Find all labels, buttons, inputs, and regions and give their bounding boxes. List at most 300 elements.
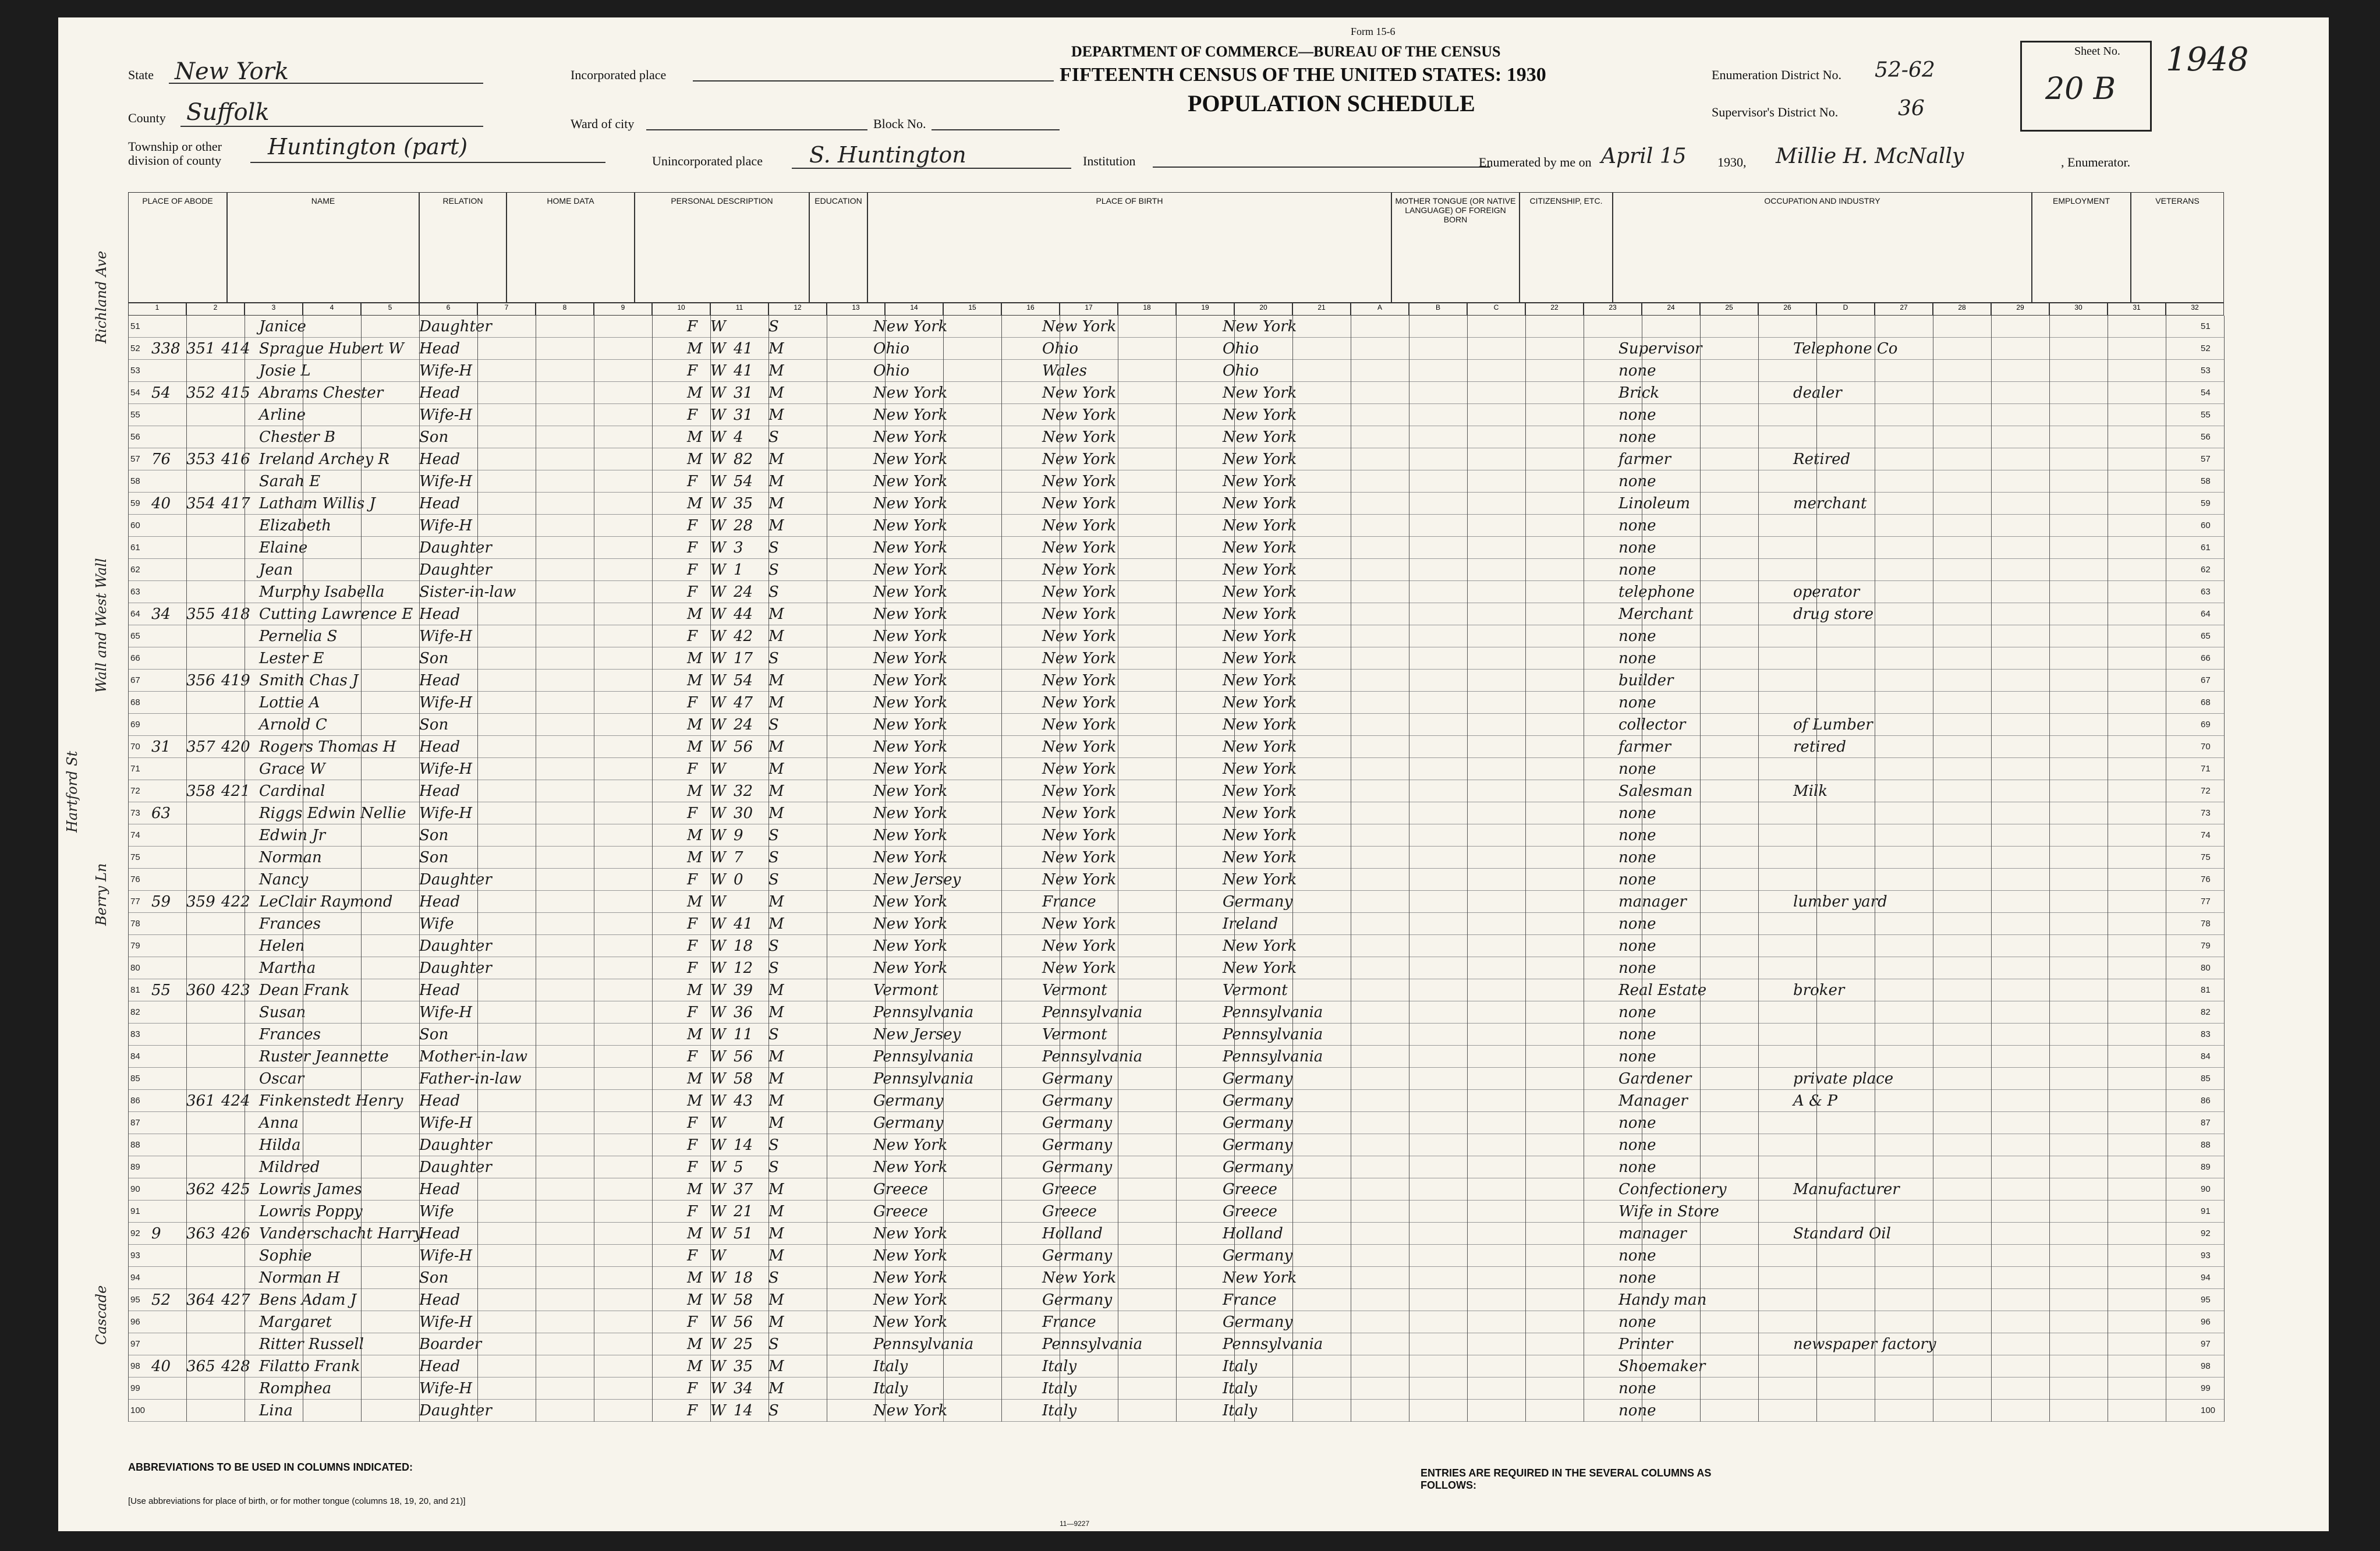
cell-ind: merchant — [1793, 495, 1867, 512]
row-number: 80 — [130, 963, 140, 973]
entries-title: ENTRIES ARE REQUIRED IN THE SEVERAL COLUMNS AS FOLLOWS: — [1421, 1467, 1712, 1491]
cell-fam — [221, 1114, 256, 1132]
row-number: 70 — [130, 742, 140, 752]
cell-dwell: 364 — [186, 1291, 215, 1309]
cell-sex: F — [687, 1114, 698, 1132]
row-number-right: 60 — [2201, 520, 2211, 530]
cell-mar: M — [768, 495, 784, 512]
cell-race: W — [710, 561, 726, 579]
column-divider — [1525, 316, 1526, 1422]
cell-father: New York — [1042, 915, 1117, 933]
cell-mother: Pennsylvania — [1223, 1048, 1323, 1065]
cell-race: W — [710, 827, 726, 844]
cell-father: New York — [1042, 451, 1117, 468]
cell-rel: Daughter — [419, 871, 492, 888]
cell-dwell — [186, 628, 221, 645]
cell-fam — [221, 1203, 256, 1220]
cell-birth: New York — [873, 1136, 948, 1154]
cell-occ: none — [1618, 1114, 1656, 1132]
cell-father: Germany — [1042, 1291, 1113, 1309]
cell-fam — [221, 716, 256, 734]
cell-name: Jean — [259, 561, 293, 579]
cell-age: 17 — [734, 650, 753, 667]
cell-house — [151, 1313, 186, 1331]
row-number: 61 — [130, 543, 140, 553]
row-number: 74 — [130, 830, 140, 840]
cell-fam: 427 — [221, 1291, 250, 1309]
cell-sex: F — [687, 561, 698, 579]
cell-name: Nancy — [259, 871, 309, 888]
cell-sex: M — [687, 1291, 703, 1309]
cell-age: 7 — [734, 849, 743, 866]
cell-father: Wales — [1042, 362, 1088, 380]
column-number: 8 — [536, 303, 594, 316]
cell-dwell — [186, 871, 221, 888]
cell-rel: Daughter — [419, 937, 492, 955]
cell-mother: Germany — [1223, 1092, 1293, 1110]
cell-race: W — [710, 694, 726, 711]
cell-rel: Father-in-law — [419, 1070, 522, 1088]
column-divider — [1001, 316, 1002, 1422]
row-number-right: 97 — [2201, 1339, 2211, 1349]
cell-occ: collector — [1618, 716, 1686, 734]
cell-fam: 421 — [221, 782, 250, 800]
cell-mar: M — [768, 893, 784, 911]
cell-name: Elaine — [259, 539, 308, 557]
row-number: 86 — [130, 1096, 140, 1106]
cell-house: 52 — [151, 1291, 171, 1309]
cell-race: W — [710, 650, 726, 667]
cell-dwell — [186, 1136, 221, 1154]
cell-dwell — [186, 650, 221, 667]
cell-fam: 415 — [221, 384, 250, 402]
cell-birth: Ohio — [873, 362, 910, 380]
row-number-right: 95 — [2201, 1295, 2211, 1305]
column-divider — [1758, 316, 1759, 1422]
cell-birth: Germany — [873, 1092, 944, 1110]
cell-house — [151, 583, 186, 601]
cell-race: W — [710, 1070, 726, 1088]
cell-rel: Head — [419, 1225, 461, 1242]
cell-age — [734, 760, 763, 778]
cell-race: W — [710, 495, 726, 512]
cell-dwell: 363 — [186, 1225, 215, 1242]
incorporated-line — [693, 80, 1054, 82]
row-number: 56 — [130, 432, 140, 442]
column-number: 25 — [1700, 303, 1758, 316]
state-value: New York — [175, 58, 289, 85]
cell-name: Arnold C — [259, 716, 327, 734]
cell-occ: Linoleum — [1618, 495, 1691, 512]
column-number: 29 — [1991, 303, 2049, 316]
cell-mar: M — [768, 384, 784, 402]
cell-sex: F — [687, 1159, 698, 1176]
cell-father: New York — [1042, 782, 1117, 800]
cell-house — [151, 849, 186, 866]
cell-race: W — [710, 605, 726, 623]
cell-name: LeClair Raymond — [259, 893, 393, 911]
cell-age: 47 — [734, 694, 753, 711]
cell-occ: Manager — [1618, 1092, 1688, 1110]
cell-occ: none — [1618, 1313, 1656, 1331]
sheet-value: 20 B — [2045, 72, 2116, 107]
cell-dwell — [186, 760, 221, 778]
row-number: 75 — [130, 852, 140, 862]
cell-fam — [221, 1269, 256, 1287]
cell-house — [151, 694, 186, 711]
cell-rel: Daughter — [419, 561, 492, 579]
row-number-right: 55 — [2201, 410, 2211, 420]
column-number: 4 — [303, 303, 361, 316]
cell-birth: Germany — [873, 1114, 944, 1132]
cell-sex: F — [687, 583, 698, 601]
cell-mother: New York — [1223, 384, 1297, 402]
cell-race: W — [710, 915, 726, 933]
cell-birth: Pennsylvania — [873, 1004, 974, 1021]
cell-race: W — [710, 318, 726, 335]
cell-rel: Head — [419, 495, 461, 512]
row-number-right: 64 — [2201, 609, 2211, 619]
cell-house — [151, 672, 186, 689]
margin-note-4: Berry Ln — [93, 863, 109, 926]
cell-fam — [221, 915, 256, 933]
cell-ind: of Lumber — [1793, 716, 1873, 734]
column-number: 26 — [1758, 303, 1816, 316]
cell-birth: New York — [873, 561, 948, 579]
cell-ind: drug store — [1793, 605, 1873, 623]
cell-occ: none — [1618, 650, 1656, 667]
cell-dwell: 356 — [186, 672, 215, 689]
cell-birth: New York — [873, 406, 948, 424]
cell-mother: New York — [1223, 318, 1297, 335]
cell-age: 41 — [734, 362, 753, 380]
row-number-right: 74 — [2201, 830, 2211, 840]
cell-mother: New York — [1223, 716, 1297, 734]
cell-rel: Head — [419, 605, 461, 623]
row-number-right: 62 — [2201, 565, 2211, 575]
row-number-right: 80 — [2201, 963, 2211, 973]
row-number: 77 — [130, 897, 140, 906]
cell-father: New York — [1042, 716, 1117, 734]
cell-mar: M — [768, 517, 784, 534]
cell-race: W — [710, 429, 726, 446]
cell-rel: Head — [419, 672, 461, 689]
cell-rel: Head — [419, 384, 461, 402]
cell-occ: builder — [1618, 672, 1674, 689]
enumerated-label: Enumerated by me on — [1479, 155, 1592, 169]
cell-father: New York — [1042, 495, 1117, 512]
cell-sex: M — [687, 1225, 703, 1242]
cell-birth: New York — [873, 318, 948, 335]
cell-age — [734, 318, 763, 335]
cell-rel: Mother-in-law — [419, 1048, 527, 1065]
cell-occ: Real Estate — [1618, 982, 1707, 999]
row-number: 88 — [130, 1140, 140, 1150]
cell-occ: Handy man — [1618, 1291, 1707, 1309]
column-divider — [1292, 316, 1293, 1422]
cell-age: 14 — [734, 1136, 753, 1154]
cell-fam — [221, 805, 256, 822]
column-divider — [419, 316, 420, 1422]
cell-sex: M — [687, 782, 703, 800]
cell-rel: Sister-in-law — [419, 583, 516, 601]
cell-mother: Germany — [1223, 1313, 1293, 1331]
cell-sex: M — [687, 1336, 703, 1353]
cell-fam: 417 — [221, 495, 250, 512]
cell-birth: Italy — [873, 1358, 908, 1375]
row-number-right: 89 — [2201, 1162, 2211, 1172]
cell-father: Germany — [1042, 1070, 1113, 1088]
cell-house — [151, 937, 186, 955]
row-number: 59 — [130, 498, 140, 508]
cell-sex: F — [687, 473, 698, 490]
row-number: 96 — [130, 1317, 140, 1327]
cell-rel: Head — [419, 982, 461, 999]
cell-house — [151, 650, 186, 667]
column-divider — [768, 316, 769, 1422]
cell-rel: Daughter — [419, 1402, 492, 1419]
row-number-right: 87 — [2201, 1118, 2211, 1128]
cell-house: 55 — [151, 982, 171, 999]
row-number: 87 — [130, 1118, 140, 1128]
cell-dwell: 353 — [186, 451, 215, 468]
cell-father: New York — [1042, 871, 1117, 888]
cell-occ: manager — [1618, 893, 1687, 911]
row-number: 95 — [130, 1295, 140, 1305]
cell-mar: S — [768, 849, 779, 866]
cell-ind: retired — [1793, 738, 1847, 756]
cell-birth: New York — [873, 937, 948, 955]
cell-dwell — [186, 1048, 221, 1065]
township-value: Huntington (part) — [268, 134, 468, 160]
cell-fam: 424 — [221, 1092, 250, 1110]
cell-rel: Daughter — [419, 318, 492, 335]
cell-birth: New York — [873, 782, 948, 800]
column-number: 3 — [245, 303, 303, 316]
cell-mar: M — [768, 1247, 784, 1265]
cell-age: 24 — [734, 583, 753, 601]
column-number: 1 — [128, 303, 186, 316]
cell-rel: Wife-H — [419, 362, 473, 380]
unincorporated-value: S. Huntington — [809, 142, 966, 168]
cell-birth: Pennsylvania — [873, 1048, 974, 1065]
cell-dwell — [186, 1114, 221, 1132]
cell-race: W — [710, 937, 726, 955]
row-number: 79 — [130, 941, 140, 951]
cell-name: Edwin Jr — [259, 827, 326, 844]
cell-occ — [1618, 318, 1787, 335]
cell-name: Norman H — [259, 1269, 340, 1287]
column-number: 11 — [710, 303, 768, 316]
cell-sex: F — [687, 1402, 698, 1419]
row-number-right: 56 — [2201, 432, 2211, 442]
row-number-right: 84 — [2201, 1051, 2211, 1061]
cell-fam — [221, 318, 256, 335]
cell-race: W — [710, 406, 726, 424]
cell-mother: New York — [1223, 473, 1297, 490]
cell-age: 58 — [734, 1070, 753, 1088]
cell-race: W — [710, 451, 726, 468]
cell-name: Martha — [259, 959, 316, 977]
cell-dwell — [186, 694, 221, 711]
schedule-title: POPULATION SCHEDULE — [1188, 90, 1475, 116]
abbrev-note: [Use abbreviations for place of birth, or for mother tongue (columns 18, 19, 20, and 21)] — [128, 1496, 466, 1506]
column-number: 16 — [1001, 303, 1060, 316]
cell-mother: Germany — [1223, 893, 1293, 911]
cell-occ: none — [1618, 1402, 1656, 1419]
column-group-header: NAME — [227, 192, 419, 303]
cell-race: W — [710, 760, 726, 778]
cell-age: 44 — [734, 605, 753, 623]
cell-name: Lina — [259, 1402, 293, 1419]
row-number: 92 — [130, 1228, 140, 1238]
cell-age: 18 — [734, 937, 753, 955]
cell-race: W — [710, 1336, 726, 1353]
cell-name: Murphy Isabella — [259, 583, 385, 601]
cell-race: W — [710, 1247, 726, 1265]
column-number: 17 — [1060, 303, 1118, 316]
row-number-right: 65 — [2201, 631, 2211, 641]
cell-fam — [221, 517, 256, 534]
cell-age: 0 — [734, 871, 743, 888]
cell-age: 42 — [734, 628, 753, 645]
cell-mother: New York — [1223, 406, 1297, 424]
cell-fam: 419 — [221, 672, 250, 689]
row-number: 66 — [130, 653, 140, 663]
cell-occ: none — [1618, 362, 1656, 380]
cell-mother: Pennsylvania — [1223, 1004, 1323, 1021]
cell-rel: Wife-H — [419, 406, 473, 424]
cell-sex: F — [687, 362, 698, 380]
row-number-right: 88 — [2201, 1140, 2211, 1150]
cell-mother: New York — [1223, 495, 1297, 512]
cell-name: Arline — [259, 406, 306, 424]
cell-dwell — [186, 915, 221, 933]
row-number-right: 51 — [2201, 321, 2211, 331]
cell-name: Pernelia S — [259, 628, 338, 645]
cell-fam — [221, 406, 256, 424]
cell-house — [151, 716, 186, 734]
cell-occ: none — [1618, 539, 1656, 557]
cell-race: W — [710, 539, 726, 557]
cell-rel: Wife-H — [419, 1313, 473, 1331]
row-number-right: 77 — [2201, 897, 2211, 906]
cell-father: New York — [1042, 959, 1117, 977]
cell-sex: M — [687, 849, 703, 866]
cell-rel: Head — [419, 340, 461, 357]
cell-birth: New York — [873, 1269, 948, 1287]
row-number: 60 — [130, 520, 140, 530]
cell-father: New York — [1042, 628, 1117, 645]
cell-father: New York — [1042, 672, 1117, 689]
column-number: D — [1816, 303, 1875, 316]
cell-age: 54 — [734, 473, 753, 490]
cell-birth: New York — [873, 827, 948, 844]
row-number: 64 — [130, 609, 140, 619]
cell-mar: S — [768, 1269, 779, 1287]
row-number: 55 — [130, 410, 140, 420]
cell-birth: Greece — [873, 1203, 928, 1220]
cell-birth: New York — [873, 517, 948, 534]
cell-fam: 416 — [221, 451, 250, 468]
cell-fam — [221, 1402, 256, 1419]
cell-occ: Merchant — [1618, 605, 1694, 623]
cell-sex: M — [687, 384, 703, 402]
column-number: 32 — [2166, 303, 2224, 316]
cell-race: W — [710, 782, 726, 800]
cell-name: Grace W — [259, 760, 325, 778]
cell-fam — [221, 650, 256, 667]
cell-house: 31 — [151, 738, 171, 756]
cell-fam — [221, 561, 256, 579]
row-number: 53 — [130, 366, 140, 376]
cell-dwell: 365 — [186, 1358, 215, 1375]
cell-house — [151, 473, 186, 490]
cell-sex: F — [687, 694, 698, 711]
cell-house — [151, 871, 186, 888]
cell-age: 39 — [734, 982, 753, 999]
cell-dwell — [186, 539, 221, 557]
cell-sex: F — [687, 318, 698, 335]
row-number-right: 67 — [2201, 675, 2211, 685]
cell-dwell — [186, 1070, 221, 1088]
cell-race: W — [710, 473, 726, 490]
block-label: Block No. — [873, 116, 926, 131]
column-number: 30 — [2049, 303, 2108, 316]
cell-mar: M — [768, 1070, 784, 1088]
cell-occ: none — [1618, 517, 1656, 534]
cell-sex: F — [687, 1048, 698, 1065]
cell-father: Germany — [1042, 1114, 1113, 1132]
cell-age: 5 — [734, 1159, 743, 1176]
cell-birth: New York — [873, 650, 948, 667]
cell-fam — [221, 429, 256, 446]
cell-rel: Head — [419, 1092, 461, 1110]
cell-mother: Holland — [1223, 1225, 1283, 1242]
column-divider — [1816, 316, 1817, 1422]
cell-sex: F — [687, 517, 698, 534]
cell-father: New York — [1042, 694, 1117, 711]
cell-father: New York — [1042, 561, 1117, 579]
cell-occ: none — [1618, 827, 1656, 844]
cell-mother: New York — [1223, 959, 1297, 977]
cell-birth: Pennsylvania — [873, 1070, 974, 1088]
row-number-right: 79 — [2201, 941, 2211, 951]
cell-dwell: 362 — [186, 1181, 215, 1198]
cell-occ: Confectionery — [1618, 1181, 1727, 1198]
cell-age: 4 — [734, 429, 743, 446]
cell-sex: M — [687, 605, 703, 623]
column-number: 2 — [186, 303, 245, 316]
cell-mar: S — [768, 1336, 779, 1353]
cell-rel: Daughter — [419, 1136, 492, 1154]
cell-race: W — [710, 738, 726, 756]
cell-birth: New York — [873, 473, 948, 490]
cell-house: 76 — [151, 451, 171, 468]
cell-race: W — [710, 871, 726, 888]
cell-dwell — [186, 827, 221, 844]
cell-fam — [221, 871, 256, 888]
cell-mother: New York — [1223, 605, 1297, 623]
cell-mother: New York — [1223, 805, 1297, 822]
cell-occ: Brick — [1618, 384, 1660, 402]
cell-house — [151, 959, 186, 977]
column-divider — [477, 316, 478, 1422]
cell-occ: none — [1618, 915, 1656, 933]
cell-mother: Pennsylvania — [1223, 1336, 1323, 1353]
cell-rel: Head — [419, 1291, 461, 1309]
cell-birth: New York — [873, 738, 948, 756]
